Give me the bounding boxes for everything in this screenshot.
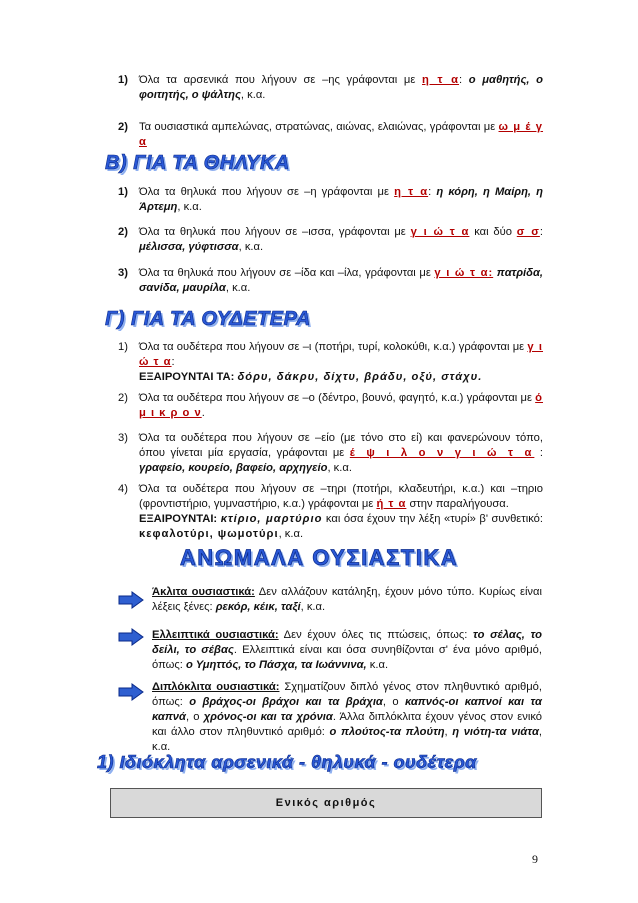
anomala-item-1: Άκλιτα ουσιαστικά: Δεν αλλάζουν κατάληξη, έχουν μόνο τύπο. Κυρίως είναι λέξεις ξένες: ρεκόρ, κέικ, ταξί, κ.α. (152, 586, 542, 613)
right-arrow-icon (118, 628, 144, 646)
list-text: Όλα τα θηλυκά που λήγουν σε –ίδα και –ίλα, γράφονται με γ ι ώ τ α: πατρίδα, σανίδα, μαυρίλα, κ.α. (139, 267, 543, 294)
list-number: 3) (118, 432, 128, 444)
list-number: 2) (118, 392, 128, 404)
heading-neuter: Γ) ΓΙΑ ΤΑ ΟΥΔΕΤΕΡΑ (105, 308, 311, 330)
list-text: Όλα τα ουδέτερα που λήγουν σε –ο (δέντρο, βουνό, φαγητό, κ.α.) γράφονται με ό μ ι κ ρ ο ν. (139, 392, 543, 419)
anomala-item-2: Ελλειπτικά ουσιαστικά: Δεν έχουν όλες τις πτώσεις, όπως: το σέλας, το δείλι, το σέβας. Ελλειπτικά είναι και όσα συνηθίζονται σ' ένα μόνο αριθμό, όπως: ο Υμηττός, το Πάσχα, τα Ιωάννινα, κ.α. (152, 629, 542, 671)
heading-feminine: Β) ΓΙΑ ΤΑ ΘΗΛΥΚΑ (105, 152, 290, 174)
list-number: 2) (118, 121, 128, 133)
list-number: 2) (118, 226, 128, 238)
singular-number-box: Ενικός αριθμός (110, 788, 542, 818)
list-number: 1) (118, 341, 128, 353)
heading-irregular-nouns: ΑΝΩΜΑΛΑ ΟΥΣΙΑΣΤΙΚΑ (179, 545, 459, 570)
list-text: Τα ουσιαστικά αμπελώνας, στρατώνας, αιώνας, ελαιώνας, γράφονται με ω μ έ γ α (139, 121, 544, 148)
right-arrow-icon (118, 683, 144, 701)
anomala-item-3: Διπλόκλιτα ουσιαστικά: Σχηματίζουν διπλό γένος στον πληθυντικό αριθμό, όπως: ο βράχος-οι βράχοι και τα βράχια, ο καπνός-οι καπνοί και τα καπνά, ο χρόνος-οι και τα χρόνια. Άλλα διπλόκλιτα έχουν γένος στον ενικό και άλλο στον πληθυντικό αριθμό: ο πλούτος-τα πλούτη, η νιότη-τα νιάτα, κ.α. (152, 681, 542, 753)
list-text: Όλα τα ουδέτερα που λήγουν σε –ι (ποτήρι, τυρί, κολοκύθι, κ.α.) γράφονται με γ ι ώ τ α: ΕΞΑΙΡΟΥΝΤΑΙ ΤΑ: δόρυ, δάκρυ, δίχτυ, βράδυ, οξύ, στάχυ. (139, 341, 543, 383)
list-number: 4) (118, 483, 128, 495)
page-number: 9 (532, 852, 538, 866)
list-text: Όλα τα ουδέτερα που λήγουν σε –τηρι (ποτήρι, κλαδευτήρι, κ.α.) και –τηριο (φροντιστήριο, γυμναστήριο, κ.α.) γράφονται με ή τ α στην παραλήγουσα. ΕΞΑΙΡΟΥΝΤΑΙ: κτίριο, μαρτύριο και όσα έχουν την λέξη «τυρί» β' συνθετικό: κεφαλοτύρι, ψωμοτύρι, κ.α. (139, 483, 543, 540)
list-number: 3) (118, 267, 128, 279)
right-arrow-icon (118, 591, 144, 609)
exception-label: ΕΞΑΙΡΟΥΝΤΑΙ: (139, 513, 218, 525)
list-text: Όλα τα αρσενικά που λήγουν σε –ης γράφονται με η τ α: ο μαθητής, ο φοιτητής, ο ψάλτης, κ.α. (139, 74, 543, 101)
list-text: Όλα τα ουδέτερα που λήγουν σε –είο (με τόνο στο εί) και φανερώνουν τόπο, όπου γίνεται μία εργασία, γράφονται με έ ψ ι λ ο ν γ ι ώ τ α : γραφείο, κουρείο, βαφείο, αρχηγείο, κ.α. (139, 432, 543, 474)
list-text: Όλα τα θηλυκά που λήγουν σε –ισσα, γράφονται με γ ι ώ τ α και δύο σ σ: μέλισσα, γύφτισσα, κ.α. (139, 226, 543, 253)
exception-words: δόρυ, δάκρυ, δίχτυ, βράδυ, οξύ, στάχυ. (237, 371, 483, 383)
exception-label: ΕΞΑΙΡΟΥΝΤΑΙ ΤΑ: (139, 371, 235, 383)
heading-heteroclite: 1) Ιδιόκλητα αρσενικά - θηλυκά - ουδέτερα (97, 752, 477, 772)
list-number: 1) (118, 186, 128, 198)
list-text: Όλα τα θηλυκά που λήγουν σε –η γράφονται με η τ α: η κόρη, η Μαίρη, η Άρτεμη, κ.α. (139, 186, 544, 213)
list-number: 1) (118, 74, 128, 86)
